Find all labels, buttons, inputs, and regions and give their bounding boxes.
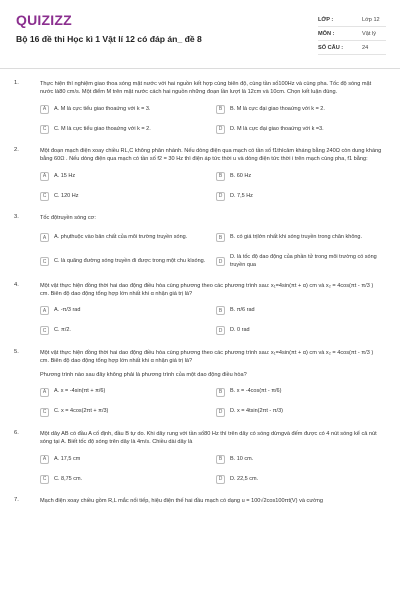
option-text: C. 120 Hz xyxy=(54,192,79,199)
option-text: D. là tốc độ dao động của phần tử trong môi trường có sóng truyền qua xyxy=(230,254,377,268)
option-key: C xyxy=(40,192,49,201)
question-text: Tốc độtruyền sóng cơ: xyxy=(40,215,96,222)
option-text: D. M là cực đại giao thoaứng với k =3. xyxy=(230,125,324,132)
option-key: C xyxy=(40,326,49,335)
option-d[interactable] xyxy=(216,189,382,203)
option-text: C. 8,75 cm. xyxy=(54,475,83,482)
question-subtext: Phương trình nào sau đây không phải là phương trình của một dao động điều hòa? xyxy=(40,371,247,378)
option-b[interactable] xyxy=(216,229,382,247)
option-key: D xyxy=(216,408,225,417)
option-key: C xyxy=(40,257,49,266)
option-key: A xyxy=(40,306,49,315)
option-a[interactable] xyxy=(40,169,206,183)
option-key: C xyxy=(40,475,49,484)
option-text: B. M là cực đại giao thoaứng với k = 2. xyxy=(230,105,325,112)
question-number: 4. xyxy=(14,281,19,288)
option-a[interactable] xyxy=(40,229,206,247)
meta-row-subject xyxy=(318,27,386,41)
option-key: D xyxy=(216,326,225,335)
question-3 xyxy=(0,214,400,270)
option-key: A xyxy=(40,172,49,181)
option-d[interactable] xyxy=(216,253,382,271)
option-key: B xyxy=(216,172,225,181)
meta-label: LỚP : xyxy=(318,16,334,23)
option-text: C. M là cực tiểu giao thoaứng với k = 2. xyxy=(54,125,151,132)
meta-value: Vật lý xyxy=(362,30,376,37)
option-c[interactable] xyxy=(40,122,206,136)
option-text: A. 17,5 cm xyxy=(54,455,81,462)
option-grid xyxy=(40,452,382,486)
question-number: 1. xyxy=(14,80,19,86)
option-key: B xyxy=(216,105,225,114)
option-a[interactable] xyxy=(40,452,206,466)
question-6 xyxy=(0,430,400,486)
question-text: Một dây AB có đầu A cố định, đầu B tự do. Khi dây rung với tần số80 Hz thì trên dây có sóng dừngvà đếm được có 4 nút sóng kể cả nút sóng tại A. Biết tốc độ sóng trên dây là 4m/s. Chiều dài dây là xyxy=(40,431,377,446)
option-key: A xyxy=(40,233,49,242)
option-text: D. 22,5 cm. xyxy=(230,475,259,482)
option-d[interactable] xyxy=(216,472,382,486)
option-a[interactable] xyxy=(40,102,206,116)
meta-row-class xyxy=(318,13,386,27)
option-key: C xyxy=(40,125,49,134)
option-grid xyxy=(40,102,382,136)
option-b[interactable] xyxy=(216,385,382,399)
option-grid xyxy=(40,304,382,338)
question-number: 6. xyxy=(14,430,19,437)
option-key: D xyxy=(216,257,225,266)
option-key: D xyxy=(216,125,225,134)
question-number: 3. xyxy=(14,214,19,221)
option-text: B. 10 cm. xyxy=(230,455,254,462)
option-text: C. là quãng đường sóng truyền đi được trong một chu kìsóng. xyxy=(54,257,206,264)
question-5 xyxy=(0,349,400,419)
option-text: B. π/6 rad xyxy=(230,307,255,314)
option-text: C. π/2. xyxy=(54,327,71,334)
option-text: B. 60 Hz xyxy=(230,172,252,179)
question-number: 7. xyxy=(14,497,19,504)
option-b[interactable] xyxy=(216,452,382,466)
option-text: D. x = 4tsin(2πt - π/3) xyxy=(230,408,283,415)
page-title: Bộ 16 đề thi Học kì 1 Vật lí 12 có đáp án_ đề 8 xyxy=(16,34,202,44)
option-d[interactable] xyxy=(216,405,382,419)
question-number: 2. xyxy=(14,147,19,154)
option-c[interactable] xyxy=(40,253,206,271)
question-text: Một vật thực hiện đồng thời hai dao động điều hòa cùng phương theo các phương trình sau: x₁=4sin(πt + α) cm và x₂ = 4cos(πt - π/3 ) cm. Biên độ dao động tổng hợp lớn nhất khi α nhận giá trị là? xyxy=(40,282,374,297)
option-key: B xyxy=(216,388,225,397)
question-1 xyxy=(0,80,400,136)
logo-text: QUIZIZZ xyxy=(16,12,72,28)
option-text: B. x = -4cos(πt - π/6) xyxy=(230,388,282,395)
question-list xyxy=(0,80,400,516)
question-number: 5. xyxy=(14,348,19,355)
option-text: D. 7,5 Hz xyxy=(230,192,253,199)
option-b[interactable] xyxy=(216,102,382,116)
meta-label: SỐ CÂU : xyxy=(318,44,344,51)
meta-panel xyxy=(318,13,386,55)
option-text: A. phụthuộc vào bản chất của môi trường truyền sóng. xyxy=(54,233,188,240)
question-2 xyxy=(0,147,400,203)
option-text: D. 0 rad xyxy=(230,327,250,334)
option-text: A. M là cực tiểu giao thoaứng với k = 3. xyxy=(54,105,151,112)
option-d[interactable] xyxy=(216,122,382,136)
option-c[interactable] xyxy=(40,324,206,338)
option-key: B xyxy=(216,233,225,242)
option-b[interactable] xyxy=(216,304,382,318)
question-text: Một đoạn mạch điện xoay chiều RL,C không phân nhánh. Nếu dòng điện qua mạch có tần số f1thìcảm kháng bằng 240Ω còn dung kháng bằng 60Ω . Nếu dòng điện qua mạch có tần số f2 = 30 Hz thì điện áp tức thời u và dòng điện tức thời i trên mạch cùng pha, f1 bằng: xyxy=(40,148,382,163)
question-text: Một vật thực hiện đồng thời hai dao động điều hòa cùng phương theo các phương trình sau: x₁=4sin(πt + α) cm và x₂ = 4cos(πt - π/3 ) cm. Biên độ dao động tổng hợp lớn nhất khi α nhận giá trị là? xyxy=(40,349,374,364)
option-text: A. x = -4sin(πt + π/6) xyxy=(54,388,106,395)
meta-value: 24 xyxy=(362,44,369,51)
option-grid xyxy=(40,229,382,271)
header xyxy=(0,0,400,66)
option-c[interactable] xyxy=(40,405,206,419)
option-key: A xyxy=(40,388,49,397)
option-key: A xyxy=(40,455,49,464)
question-7 xyxy=(0,497,400,505)
option-grid xyxy=(40,169,382,203)
question-4 xyxy=(0,282,400,338)
option-b[interactable] xyxy=(216,169,382,183)
option-c[interactable] xyxy=(40,189,206,203)
meta-row-count xyxy=(318,41,386,55)
option-c[interactable] xyxy=(40,472,206,486)
header-divider xyxy=(0,68,400,69)
option-grid xyxy=(40,385,382,419)
option-key: B xyxy=(216,306,225,315)
option-a[interactable] xyxy=(40,385,206,399)
option-text: B. có giá trịlớn nhất khi sóng truyền trong chân không. xyxy=(230,233,363,240)
option-key: D xyxy=(216,475,225,484)
option-key: A xyxy=(40,105,49,114)
question-text: Mạch điện xoay chiều gồm R,L mắc nối tiếp, hiệu điện thế hai đầu mạch có dạng u = 100√2cos100πt(V) và cường xyxy=(40,498,323,505)
option-key: B xyxy=(216,455,225,464)
option-text: A. 15 Hz xyxy=(54,172,76,179)
meta-label: MÔN : xyxy=(318,30,335,37)
meta-value: Lớp 12 xyxy=(362,16,380,23)
option-text: A. -π/3 rad xyxy=(54,307,81,314)
option-d[interactable] xyxy=(216,324,382,338)
option-text: C. x = 4cos(2πt + π/3) xyxy=(54,408,109,415)
option-a[interactable] xyxy=(40,304,206,318)
question-text: Thực hiện thí nghiệm giao thoa sóng mặt nước với hai nguồn kết hợp cùng biên độ, cùng tần số100Hz và cùng pha. Tốc độ sóng mặt nước là80 cm/s. Một điểm M trên mặt nước cách hai nguồn những đoạn lần lượt là 12cm và 10cm. Chọn kết luận đúng. xyxy=(40,81,372,96)
option-key: D xyxy=(216,192,225,201)
option-key: C xyxy=(40,408,49,417)
